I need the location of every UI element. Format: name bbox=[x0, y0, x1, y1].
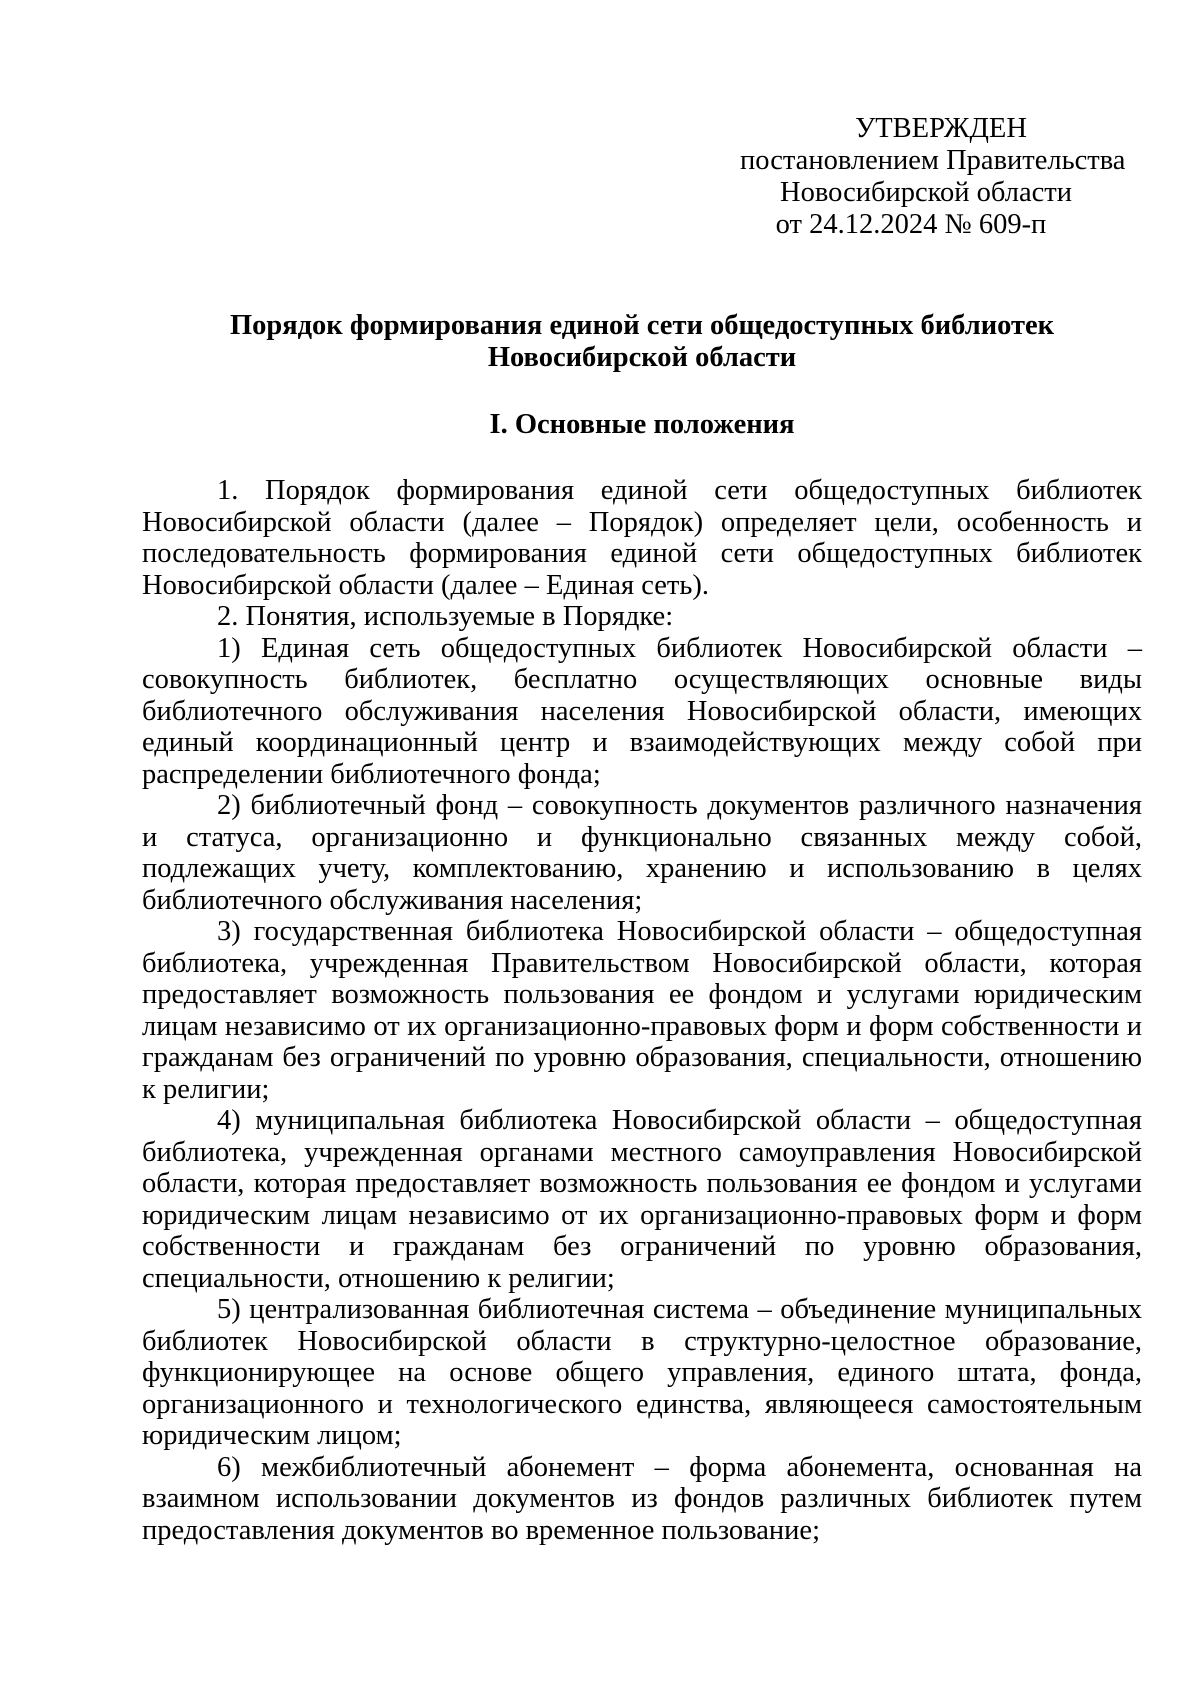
approval-line: постановлением Правительства bbox=[740, 145, 1126, 176]
paragraph: 1) Единая сеть общедоступных библиотек Новосибирской области – совокупность библиотек, бесплатно осуществляющих основные виды библиотечного обслуживания населения Новосибирской области, имеющих единый координационный центр и взаимодействующих между собой при распределении библиотечного фонда; bbox=[142, 632, 1142, 790]
approval-stamp bbox=[740, 113, 1126, 241]
paragraph: 6) межбиблиотечный абонемент – форма абонемента, основанная на взаимном использовании документов из фондов различных библиотек путем предоставления документов во временное пользование; bbox=[142, 1451, 1142, 1546]
approval-line: Новосибирской области bbox=[780, 177, 1072, 208]
approval-date: от 24.12.2024 № 609-п bbox=[775, 209, 1047, 240]
document-title-line: Порядок формирования единой сети общедоступных библиотек bbox=[229, 310, 1055, 341]
document-title bbox=[142, 310, 1142, 374]
document-body bbox=[142, 475, 1142, 1546]
document-title-line: Новосибирской области bbox=[487, 342, 797, 373]
paragraph: 5) централизованная библиотечная система – объединение муниципальных библиотек Новосибирской области в структурно-целостное образование, функционирующее на основе общего управления, единого штата, фонда, организационного и технологического единства, являющееся самостоятельным юридическим лицом; bbox=[142, 1294, 1142, 1451]
paragraph: 1. Порядок формирования единой сети общедоступных библиотек Новосибирской области (далее – Порядок) определяет цели, особенность и последовательность формирования единой сети общедоступных библиотек Новосибирской области (далее – Единая сеть). bbox=[142, 475, 1142, 601]
paragraph: 2. Понятия, используемые в Порядке: bbox=[217, 601, 674, 632]
paragraph: 2) библиотечный фонд – совокупность документов различного назначения и статуса, организационно и функционально связанных между собой, подлежащих учету, комплектованию, хранению и использованию в целях библиотечного обслуживания населения; bbox=[142, 790, 1142, 916]
paragraph: 4) муниципальная библиотека Новосибирской области – общедоступная библиотека, учрежденная органами местного самоуправления Новосибирской области, которая предоставляет возможность пользования ее фондом и услугами юридическим лицам независимо от их организационно-правовых форм и форм собственности и гражданам без ограничений по уровню образования, специальности, отношению к религии; bbox=[142, 1105, 1142, 1294]
approval-title: УТВЕРЖДЕН bbox=[855, 113, 1027, 144]
section-heading: I. Основные положения bbox=[489, 409, 795, 440]
paragraph: 3) государственная библиотека Новосибирской области – общедоступная библиотека, учрежденная Правительством Новосибирской области, которая предоставляет возможность пользования ее фондом и услугами юридическим лицам независимо от их организационно-правовых форм и форм собственности и гражданам без ограничений по уровню образования, специальности, отношению к религии; bbox=[142, 916, 1142, 1105]
